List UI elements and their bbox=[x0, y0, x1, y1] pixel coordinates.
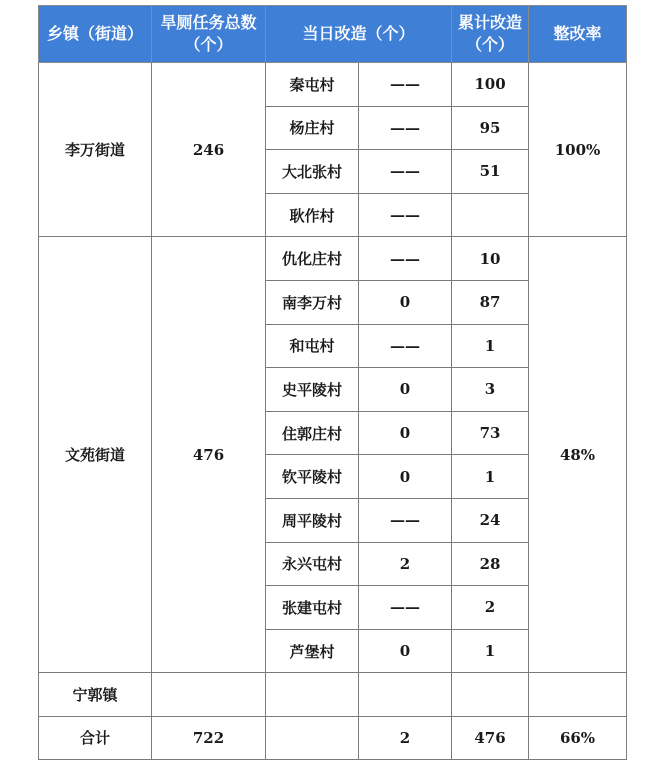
header-total-line1: 旱厕任务总数 bbox=[160, 13, 257, 32]
daily-cell: 2 bbox=[359, 542, 452, 586]
cumulative-cell: 1 bbox=[452, 324, 529, 368]
header-rate: 整改率 bbox=[529, 6, 627, 63]
daily-cell: —— bbox=[359, 586, 452, 630]
daily-cell: —— bbox=[359, 498, 452, 542]
village-cell: 史平陵村 bbox=[266, 368, 359, 412]
daily-cell: 0 bbox=[359, 368, 452, 412]
cumulative-cell: 87 bbox=[452, 280, 529, 324]
cumulative-cell: 28 bbox=[452, 542, 529, 586]
header-daily: 当日改造（个） bbox=[266, 6, 452, 63]
cumulative-cell: 3 bbox=[452, 368, 529, 412]
town-cell: 文苑街道 bbox=[39, 237, 152, 673]
daily-cell: —— bbox=[359, 193, 452, 237]
daily-cell: 0 bbox=[359, 629, 452, 673]
village-cell: 仇化庄村 bbox=[266, 237, 359, 281]
cumulative-cell: 100 bbox=[452, 63, 529, 107]
header-cum-line2: （个） bbox=[466, 35, 515, 54]
header-cumulative bbox=[452, 6, 529, 63]
village-cell: 和屯村 bbox=[266, 324, 359, 368]
header-total-line2: （个） bbox=[184, 35, 233, 54]
rate-cell bbox=[529, 673, 627, 717]
summary-row bbox=[39, 716, 627, 759]
village-cell: 南李万村 bbox=[266, 280, 359, 324]
village-cell: 耿作村 bbox=[266, 193, 359, 237]
village-cell: 芦堡村 bbox=[266, 629, 359, 673]
summary-daily: 2 bbox=[359, 716, 452, 759]
header-total bbox=[152, 6, 266, 63]
summary-cumulative: 476 bbox=[452, 716, 529, 759]
cumulative-cell: 10 bbox=[452, 237, 529, 281]
total-cell: 246 bbox=[152, 63, 266, 237]
town-cell: 宁郭镇 bbox=[39, 673, 152, 717]
table-row bbox=[39, 63, 627, 107]
daily-cell bbox=[359, 673, 452, 717]
renovation-table bbox=[38, 5, 627, 760]
daily-cell: —— bbox=[359, 63, 452, 107]
summary-rate: 66% bbox=[529, 716, 627, 759]
cumulative-cell: 2 bbox=[452, 586, 529, 630]
total-cell bbox=[152, 673, 266, 717]
rate-cell: 100% bbox=[529, 63, 627, 237]
daily-cell: —— bbox=[359, 324, 452, 368]
village-cell: 周平陵村 bbox=[266, 498, 359, 542]
cumulative-cell bbox=[452, 193, 529, 237]
table-row bbox=[39, 237, 627, 281]
town-cell: 李万街道 bbox=[39, 63, 152, 237]
daily-cell: —— bbox=[359, 237, 452, 281]
village-cell: 永兴屯村 bbox=[266, 542, 359, 586]
summary-total: 722 bbox=[152, 716, 266, 759]
daily-cell: —— bbox=[359, 106, 452, 150]
village-cell: 秦屯村 bbox=[266, 63, 359, 107]
total-cell: 476 bbox=[152, 237, 266, 673]
cumulative-cell: 1 bbox=[452, 455, 529, 499]
cumulative-cell bbox=[452, 673, 529, 717]
daily-cell: —— bbox=[359, 150, 452, 194]
cumulative-cell: 24 bbox=[452, 498, 529, 542]
daily-cell: 0 bbox=[359, 280, 452, 324]
village-cell: 大北张村 bbox=[266, 150, 359, 194]
daily-cell: 0 bbox=[359, 411, 452, 455]
table-row bbox=[39, 673, 627, 717]
cumulative-cell: 95 bbox=[452, 106, 529, 150]
village-cell bbox=[266, 673, 359, 717]
header-row bbox=[39, 6, 627, 63]
summary-label: 合计 bbox=[39, 716, 152, 759]
village-cell: 张建屯村 bbox=[266, 586, 359, 630]
village-cell: 住郭庄村 bbox=[266, 411, 359, 455]
village-cell: 杨庄村 bbox=[266, 106, 359, 150]
cumulative-cell: 51 bbox=[452, 150, 529, 194]
rate-cell: 48% bbox=[529, 237, 627, 673]
header-town: 乡镇（街道） bbox=[39, 6, 152, 63]
summary-village-cell bbox=[266, 716, 359, 759]
cumulative-cell: 73 bbox=[452, 411, 529, 455]
cumulative-cell: 1 bbox=[452, 629, 529, 673]
header-cum-line1: 累计改造 bbox=[458, 13, 523, 32]
village-cell: 钦平陵村 bbox=[266, 455, 359, 499]
daily-cell: 0 bbox=[359, 455, 452, 499]
